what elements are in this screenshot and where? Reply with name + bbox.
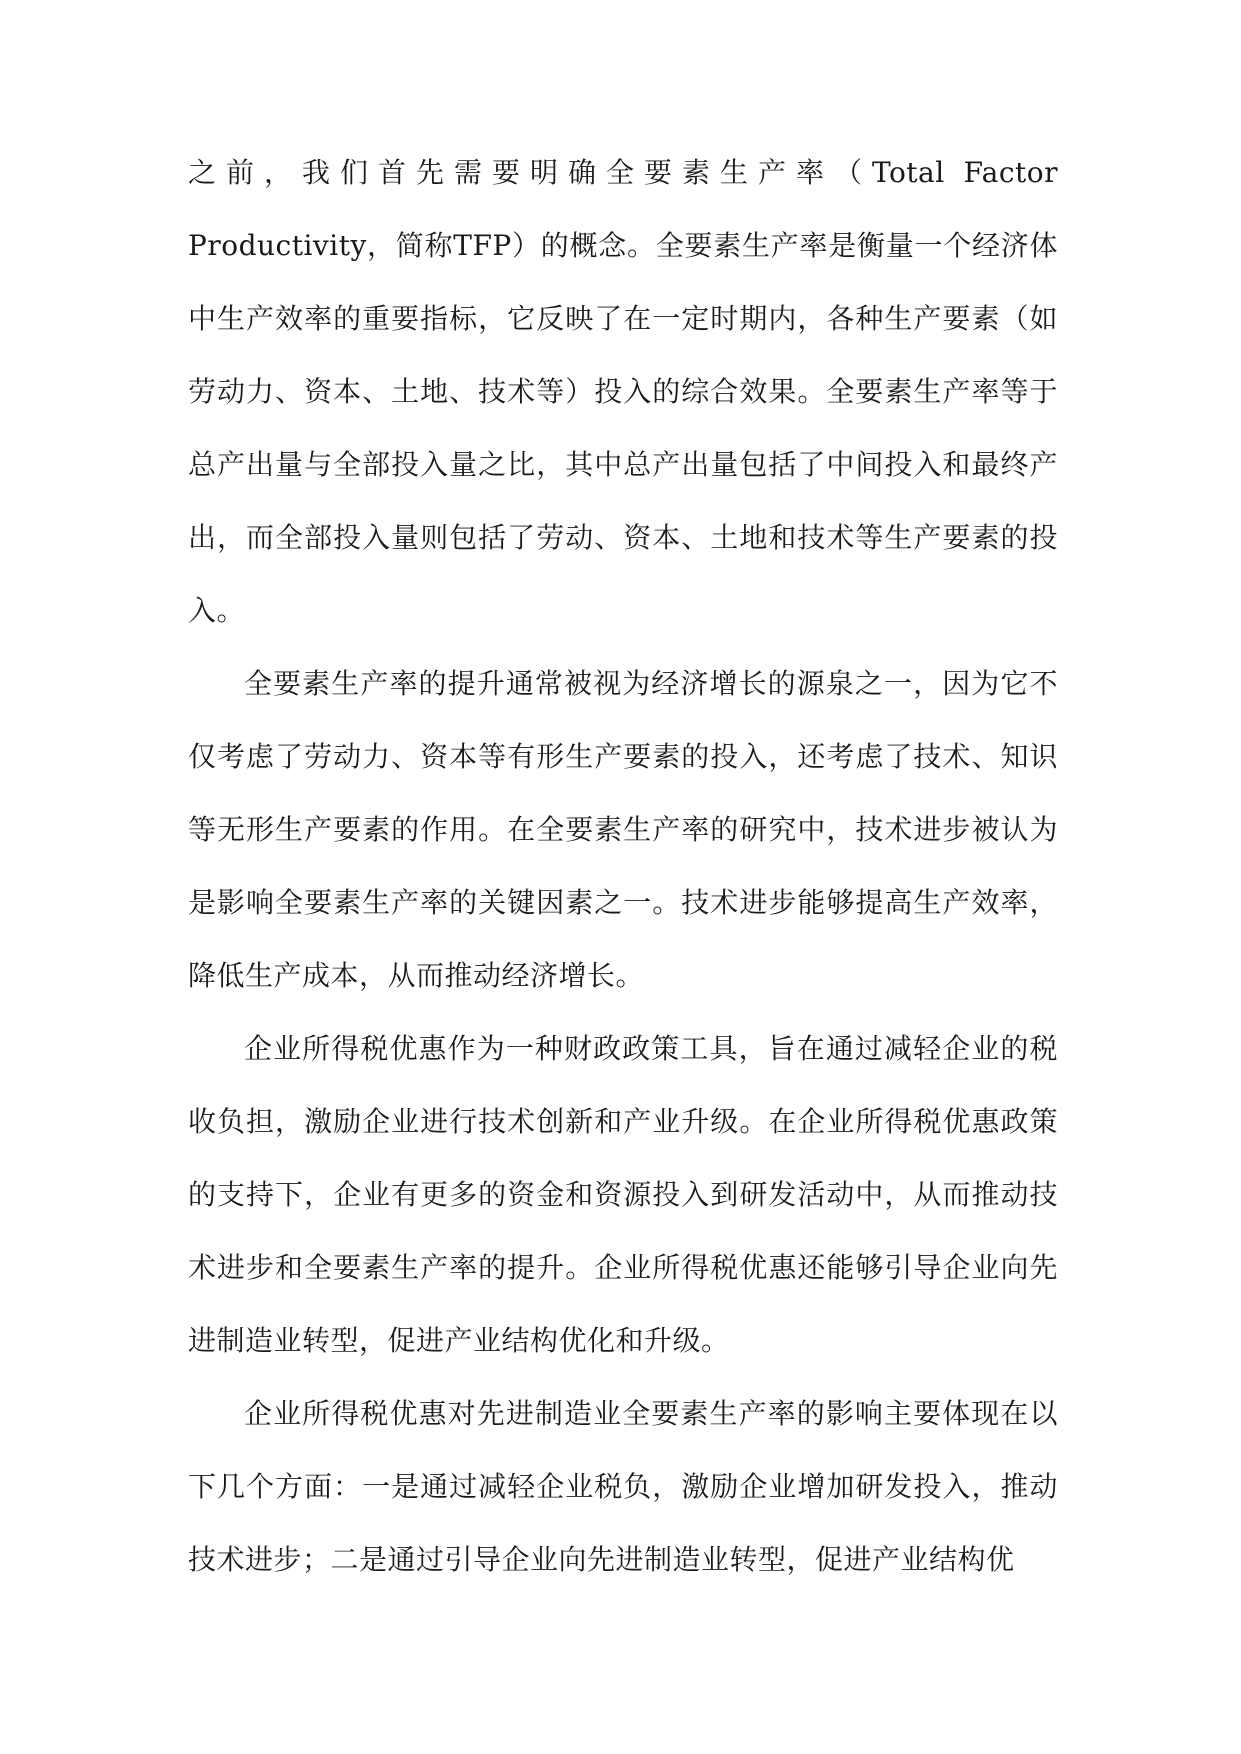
paragraph-tfp-definition: 之前，我们首先需要明确全要素生产率（Total Factor Productivity，简称TFP）的概念。全要素生产率是衡量一个经济体中生产效率的重要指标，它反映了在一定时期内，各种生产要素（如劳动力、资本、土地、技术等）投入的综合效果。全要素生产率等于总产出量与全部投入量之比，其中总产出量包括了中间投入和最终产出，而全部投入量则包括了劳动、资本、土地和技术等生产要素的投入。	[188, 156, 1058, 627]
document-page	[188, 136, 1058, 1596]
paragraph-tfp-growth: 全要素生产率的提升通常被视为经济增长的源泉之一，因为它不仅考虑了劳动力、资本等有形生产要素的投入，还考虑了技术、知识等无形生产要素的作用。在全要素生产率的研究中，技术进步被认为是影响全要素生产率的关键因素之一。技术进步能够提高生产效率，降低生产成本，从而推动经济增长。	[188, 667, 1058, 992]
paragraph-tax-incentive: 企业所得税优惠作为一种财政政策工具，旨在通过减轻企业的税收负担，激励企业进行技术创新和产业升级。在企业所得税优惠政策的支持下，企业有更多的资金和资源投入到研发活动中，从而推动技术进步和全要素生产率的提升。企业所得税优惠还能够引导企业向先进制造业转型，促进产业结构优化和升级。	[188, 1032, 1058, 1357]
paragraph-impact-aspects: 企业所得税优惠对先进制造业全要素生产率的影响主要体现在以下几个方面：一是通过减轻企业税负，激励企业增加研发投入，推动技术进步；二是通过引导企业向先进制造业转型，促进产业结构优	[188, 1397, 1058, 1576]
